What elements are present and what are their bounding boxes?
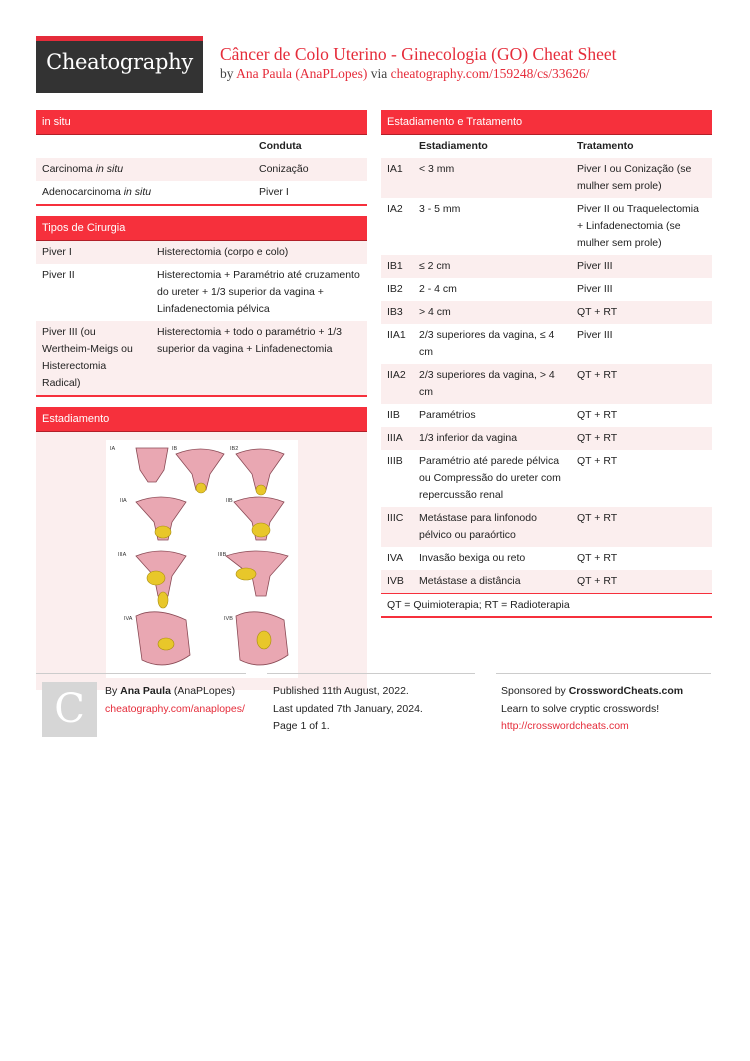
staging-figure-area <box>36 432 367 690</box>
row-label: Piver II <box>36 264 151 321</box>
table-row <box>381 547 712 570</box>
treatment: QT + RT <box>571 570 712 593</box>
staging-illustration <box>106 440 298 678</box>
stage-code: IVA <box>381 547 413 570</box>
empty-header <box>36 135 253 158</box>
tratamento-table <box>381 135 712 593</box>
stage-code: IIIC <box>381 507 413 547</box>
section-title: Estadiamento e Tratamento <box>381 110 712 135</box>
label-ib: IB <box>171 446 177 452</box>
label-iib: IIB <box>225 498 233 504</box>
treatment: QT + RT <box>571 450 712 507</box>
section-estadiamento <box>36 407 367 690</box>
stage-description: 1/3 inferior da vagina <box>413 427 571 450</box>
published-date: Published 11th August, 2022. <box>273 685 409 697</box>
left-column <box>36 110 367 700</box>
treatment: QT + RT <box>571 364 712 404</box>
byline <box>220 66 590 82</box>
stage-code: IB2 <box>381 278 413 301</box>
table-row <box>381 301 712 324</box>
table-row <box>36 321 367 395</box>
stage-code: IIB <box>381 404 413 427</box>
sheet-url-link[interactable]: cheatography.com/159248/cs/33626/ <box>390 66 590 81</box>
by-label: By <box>105 685 121 697</box>
author-handle: (AnaPLopes) <box>170 685 236 697</box>
right-column <box>381 110 712 628</box>
stage-code: IVB <box>381 570 413 593</box>
table-header-row <box>36 135 367 158</box>
footer-rule <box>267 673 475 674</box>
row-value: Histerectomia + todo o paramétrio + 1/3 superior da vagina + Linfadenectomia <box>151 321 367 395</box>
sponsor-text: Learn to solve cryptic crosswords! <box>501 702 660 715</box>
table-row <box>381 198 712 255</box>
treatment: Piver I ou Conização (se mulher sem prole) <box>571 158 712 198</box>
treatment: Piver III <box>571 278 712 301</box>
logo-accent-bar <box>36 36 203 41</box>
treatment: Piver II ou Traquelectomia + Linfadenectomia (se mulher sem prole) <box>571 198 712 255</box>
cheatography-logo[interactable] <box>36 36 203 93</box>
author-name: Ana Paula <box>120 685 171 697</box>
via-label: via <box>370 66 388 81</box>
stage-description: 3 - 5 mm <box>413 198 571 255</box>
section-tipos-cirurgia <box>36 216 367 397</box>
label-iiib: IIIB <box>217 552 226 558</box>
stage-description: 2/3 superiores da vagina, ≤ 4 cm <box>413 324 571 364</box>
stage-description: 2 - 4 cm <box>413 278 571 301</box>
footer-author <box>105 683 245 718</box>
col-header-stage <box>381 135 413 158</box>
table-row <box>381 427 712 450</box>
sponsor-link[interactable]: http://crosswordcheats.com <box>501 720 629 732</box>
table-header-row <box>381 135 712 158</box>
section-title: in situ <box>36 110 367 135</box>
footer-dates <box>273 683 423 736</box>
treatment: QT + RT <box>571 301 712 324</box>
label-iva: IVA <box>123 616 132 622</box>
treatment: QT + RT <box>571 427 712 450</box>
label-ia: IA <box>109 446 115 452</box>
col-header-tratamento: Tratamento <box>571 135 712 158</box>
page-title: Câncer de Colo Uterino - Ginecologia (GO) Cheat Sheet <box>220 44 617 64</box>
treatment: QT + RT <box>571 507 712 547</box>
tratamento-rows <box>381 158 712 593</box>
table-row <box>381 158 712 198</box>
col-header-estadiamento: Estadiamento <box>413 135 571 158</box>
stage-description: Paramétrio até parede pélvica ou Compressão do ureter com repercussão renal <box>413 450 571 507</box>
stage-code: IIIB <box>381 450 413 507</box>
sponsor-name: CrosswordCheats.com <box>568 685 684 697</box>
treatment: Piver III <box>571 255 712 278</box>
author-link[interactable]: Ana Paula (AnaPLopes) <box>236 66 368 81</box>
row-value: Histerectomia (corpo e colo) <box>151 241 367 264</box>
stage-code: IIA1 <box>381 324 413 364</box>
section-title: Estadiamento <box>36 407 367 432</box>
label-iia: IIA <box>119 498 127 504</box>
stage-description: > 4 cm <box>413 301 571 324</box>
stage-description: Metástase a distância <box>413 570 571 593</box>
stage-code: IA1 <box>381 158 413 198</box>
footer-rule <box>36 673 246 674</box>
sponsor-label: Sponsored by <box>501 685 569 697</box>
row-label: Piver III (ou Wertheim-Meigs ou Histerectomia Radical) <box>36 321 151 395</box>
table-row <box>381 278 712 301</box>
row-label: Carcinoma in situ <box>36 158 253 181</box>
stage-code: IIIA <box>381 427 413 450</box>
stage-code: IB3 <box>381 301 413 324</box>
label-iiia: IIIA <box>117 552 126 558</box>
table-row <box>381 570 712 593</box>
section-estadiamento-tratamento <box>381 110 712 618</box>
stage-code: IB1 <box>381 255 413 278</box>
row-label: Adenocarcinoma in situ <box>36 181 253 204</box>
section-title: Tipos de Cirurgia <box>36 216 367 241</box>
logo-text: Cheatography <box>46 50 193 74</box>
table-row <box>381 255 712 278</box>
stage-description: Paramétrios <box>413 404 571 427</box>
table-row <box>381 450 712 507</box>
table-row <box>381 364 712 404</box>
row-value: Histerectomia + Paramétrio até cruzamento do ureter + 1/3 superior da vagina + Linfadenectomia pélvica <box>151 264 367 321</box>
treatment: QT + RT <box>571 404 712 427</box>
treatment: Piver III <box>571 324 712 364</box>
stage-description: < 3 mm <box>413 158 571 198</box>
stage-code: IA2 <box>381 198 413 255</box>
table-row <box>381 324 712 364</box>
stage-description: ≤ 2 cm <box>413 255 571 278</box>
row-value: Piver I <box>253 181 367 204</box>
cirurgia-table <box>36 241 367 395</box>
legend-note: QT = Quimioterapia; RT = Radioterapia <box>381 593 712 618</box>
table-row <box>36 181 367 204</box>
footer-sponsor <box>501 683 683 736</box>
stage-description: 2/3 superiores da vagina, > 4 cm <box>413 364 571 404</box>
row-label: Piver I <box>36 241 151 264</box>
col-header-conduta: Conduta <box>253 135 367 158</box>
row-value: Conização <box>253 158 367 181</box>
page-count: Page 1 of 1. <box>273 720 330 732</box>
footer-rule <box>496 673 711 674</box>
avatar: C <box>42 682 97 737</box>
staging-diagram-svg <box>106 440 298 678</box>
author-profile-link[interactable]: cheatography.com/anaplopes/ <box>105 702 245 715</box>
stage-code: IIA2 <box>381 364 413 404</box>
table-row <box>36 158 367 181</box>
label-ivb: IVB <box>223 616 233 622</box>
treatment: QT + RT <box>571 547 712 570</box>
updated-date: Last updated 7th January, 2024. <box>273 702 423 715</box>
in-situ-table <box>36 135 367 204</box>
table-row <box>36 264 367 321</box>
label-ib2: IB2 <box>229 446 238 452</box>
stage-description: Metástase para linfonodo pélvico ou paraórtico <box>413 507 571 547</box>
table-row <box>36 241 367 264</box>
by-prefix: by <box>220 66 234 81</box>
table-row <box>381 404 712 427</box>
stage-description: Invasão bexiga ou reto <box>413 547 571 570</box>
section-in-situ <box>36 110 367 206</box>
table-row <box>381 507 712 547</box>
